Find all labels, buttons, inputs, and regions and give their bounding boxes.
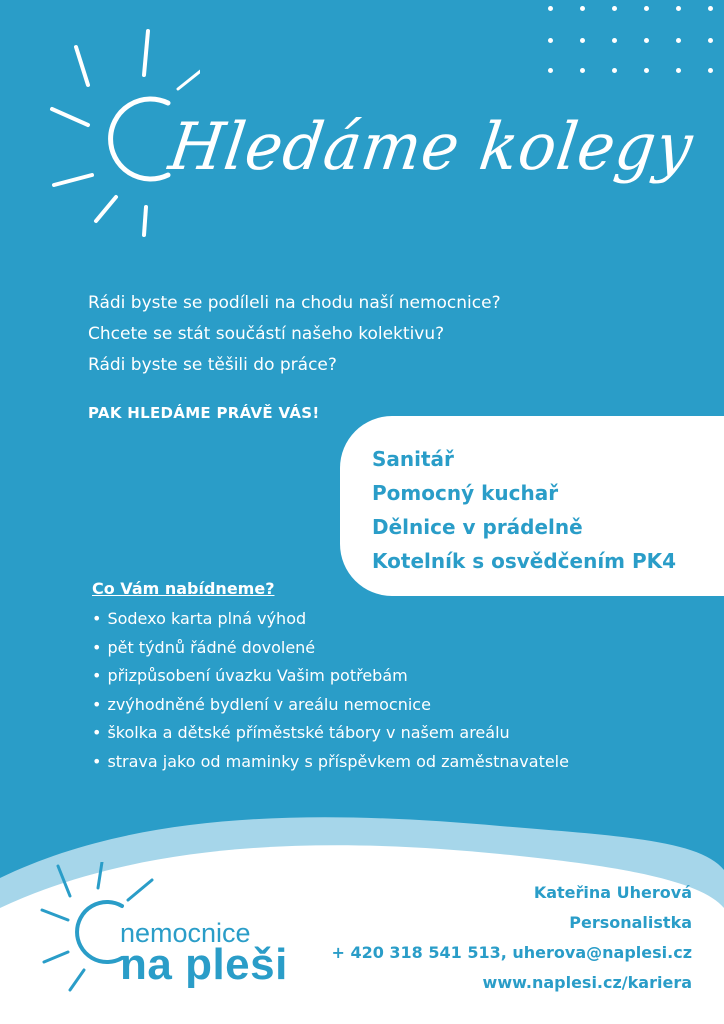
logo-text-line2: na pleši	[120, 940, 288, 989]
offer-list	[92, 605, 569, 776]
offer-item: • přizpůsobení úvazku Vašim potřebám	[92, 662, 569, 691]
page-title: Hledáme kolegy	[164, 108, 698, 185]
offer-item: • Sodexo karta plná výhod	[92, 605, 569, 634]
offer-item: • strava jako od maminky s příspěvkem od zaměstnavatele	[92, 748, 569, 777]
hospital-logo	[40, 862, 340, 1002]
contact-block	[331, 878, 692, 998]
contact-phone-email[interactable]: + 420 318 541 513, uherova@naplesi.cz	[331, 943, 692, 962]
offer-section	[92, 577, 569, 776]
contact-role: Personalistka	[569, 913, 692, 932]
dot-grid	[540, 0, 724, 80]
position-item: Dělnice v prádelně	[372, 515, 583, 539]
position-item: Sanitář	[372, 447, 454, 471]
position-item: Pomocný kuchař	[372, 481, 559, 505]
call-to-action: PAK HLEDÁME PRÁVĚ VÁS!	[88, 404, 320, 422]
offer-item: • pět týdnů řádné dovolené	[92, 634, 569, 663]
intro-line: Rádi byste se těšili do práce?	[88, 355, 337, 375]
offer-title: Co Vám nabídneme?	[92, 579, 275, 598]
positions-panel	[340, 416, 724, 596]
intro-line: Chcete se stát součástí našeho kolektivu?	[88, 324, 445, 344]
logo-text-line1: nemocnice	[120, 918, 251, 948]
position-item: Kotelník s osvědčením PK4	[372, 549, 677, 573]
offer-item: • školka a dětské příměstské tábory v našem areálu	[92, 719, 569, 748]
contact-name: Kateřina Uherová	[533, 883, 692, 902]
intro-text	[88, 288, 501, 381]
offer-item: • zvýhodněné bydlení v areálu nemocnice	[92, 691, 569, 720]
contact-website-link[interactable]: www.naplesi.cz/kariera	[482, 973, 692, 992]
intro-line: Rádi byste se podíleli na chodu naší nemocnice?	[88, 293, 501, 313]
